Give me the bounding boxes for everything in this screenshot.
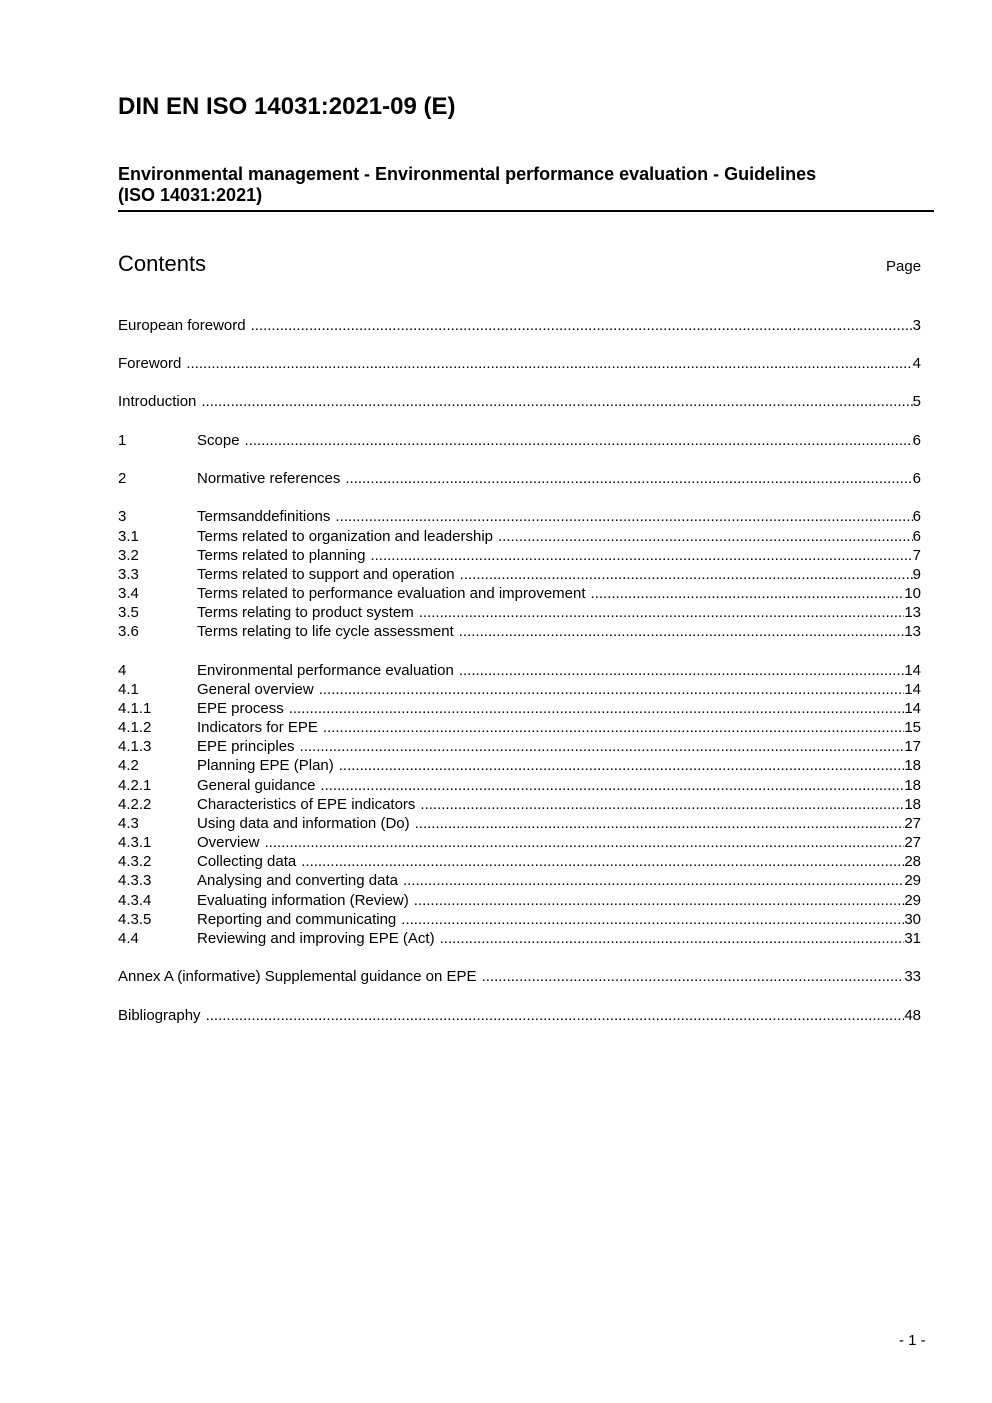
toc-entry-title: Characteristics of EPE indicators <box>197 796 416 813</box>
toc-entry[interactable] <box>118 680 921 699</box>
toc-entry-title: Reviewing and improving EPE (Act) <box>197 930 435 947</box>
toc-entry-title: Annex A (informative) Supplemental guidance on EPE <box>118 968 477 985</box>
toc-entry-page: 13 <box>904 623 921 640</box>
toc-entry[interactable] <box>118 316 921 335</box>
toc-leader-dots <box>186 354 912 373</box>
toc-entry-title: EPE process <box>197 700 284 717</box>
toc-entry-title: Planning EPE (Plan) <box>197 757 334 774</box>
toc-entry-number: 2 <box>118 470 127 487</box>
toc-entry-page: 14 <box>904 681 921 698</box>
toc-entry[interactable] <box>118 929 921 948</box>
toc-entry[interactable] <box>118 527 921 546</box>
toc-entry-title: Bibliography <box>118 1007 201 1024</box>
toc-entry-number: 4.2.1 <box>118 777 152 794</box>
toc-entry-page: 6 <box>912 528 921 545</box>
subtitle-line-2: (ISO 14031:2021) <box>118 185 263 205</box>
document-title: DIN EN ISO 14031:2021-09 (E) <box>118 93 456 120</box>
toc-leader-dots <box>201 392 912 411</box>
toc-entry-title: Terms related to planning <box>197 547 366 564</box>
toc-leader-dots <box>300 737 905 756</box>
toc-entry-number: 1 <box>118 432 127 449</box>
toc-entry-page: 4 <box>912 355 921 372</box>
toc-entry[interactable] <box>118 814 921 833</box>
toc-entry-title: Environmental performance evaluation <box>197 662 454 679</box>
toc-entry[interactable] <box>118 967 921 986</box>
toc-entry-page: 14 <box>904 700 921 717</box>
toc-entry-title: Reporting and communicating <box>197 911 397 928</box>
toc-entry[interactable] <box>118 431 921 450</box>
toc-entry-page: 14 <box>904 662 921 679</box>
toc-entry[interactable] <box>118 603 921 622</box>
toc-leader-dots <box>459 661 905 680</box>
toc-entry-page: 6 <box>912 432 921 449</box>
toc-entry-page: 29 <box>904 872 921 889</box>
toc-entry-page: 27 <box>904 815 921 832</box>
toc-entry-number: 4.4 <box>118 930 139 947</box>
toc-entry-title: Normative references <box>197 470 341 487</box>
toc-entry[interactable] <box>118 891 921 910</box>
toc-entry-number: 3.6 <box>118 623 139 640</box>
toc-entry[interactable] <box>118 737 921 756</box>
toc-leader-dots <box>319 680 905 699</box>
toc-entry-number: 3 <box>118 508 127 525</box>
toc-entry-number: 3.2 <box>118 547 139 564</box>
toc-entry-title: EPE principles <box>197 738 295 755</box>
toc-leader-dots <box>265 833 905 852</box>
toc-leader-dots <box>415 814 905 833</box>
toc-entry-page: 29 <box>904 892 921 909</box>
toc-leader-dots <box>591 584 905 603</box>
toc-entry[interactable] <box>118 565 921 584</box>
toc-entry[interactable] <box>118 852 921 871</box>
toc-entry[interactable] <box>118 469 921 488</box>
toc-entry-page: 31 <box>904 930 921 947</box>
toc-leader-dots <box>460 565 913 584</box>
page-number: - 1 - <box>899 1332 926 1349</box>
toc-leader-dots <box>414 891 905 910</box>
toc-entry-number: 4.3 <box>118 815 139 832</box>
toc-leader-dots <box>339 756 905 775</box>
toc-entry[interactable] <box>118 833 921 852</box>
toc-entry-title: Foreword <box>118 355 182 372</box>
toc-entry-title: General guidance <box>197 777 316 794</box>
toc-entry-page: 6 <box>912 470 921 487</box>
toc-leader-dots <box>335 507 912 526</box>
toc-entry-title: Termsanddefinitions <box>197 508 331 525</box>
toc-entry-number: 4.3.1 <box>118 834 152 851</box>
toc-entry-title: Terms related to support and operation <box>197 566 455 583</box>
toc-entry-title: European foreword <box>118 317 246 334</box>
toc-entry-number: 4.3.3 <box>118 872 152 889</box>
toc-leader-dots <box>320 776 904 795</box>
toc-entry-page: 3 <box>912 317 921 334</box>
toc-entry-title: Introduction <box>118 393 197 410</box>
toc-entry-title: Indicators for EPE <box>197 719 318 736</box>
toc-entry-title: Using data and information (Do) <box>197 815 410 832</box>
toc-entry[interactable] <box>118 718 921 737</box>
toc-leader-dots <box>401 910 904 929</box>
toc-entry-page: 18 <box>904 796 921 813</box>
toc-entry-title: General overview <box>197 681 314 698</box>
toc-entry-title: Collecting data <box>197 853 297 870</box>
toc-entry[interactable] <box>118 392 921 411</box>
toc-entry-number: 4.1.1 <box>118 700 152 717</box>
toc-leader-dots <box>482 967 905 986</box>
toc-entry-page: 17 <box>904 738 921 755</box>
toc-entry-number: 4.3.2 <box>118 853 152 870</box>
toc-leader-dots <box>323 718 904 737</box>
toc-entry[interactable] <box>118 507 921 526</box>
toc-entry-page: 33 <box>904 968 921 985</box>
toc-entry-page: 6 <box>912 508 921 525</box>
toc-leader-dots <box>245 431 913 450</box>
document-subtitle <box>118 164 918 206</box>
toc-leader-dots <box>289 699 905 718</box>
page-column-label: Page <box>886 258 922 275</box>
toc-leader-dots <box>459 622 905 641</box>
toc-entry[interactable] <box>118 584 921 603</box>
toc-leader-dots <box>440 929 905 948</box>
toc-leader-dots <box>370 546 912 565</box>
toc-entry-page: 7 <box>912 547 921 564</box>
toc-entry-page: 48 <box>904 1007 921 1024</box>
title-divider <box>118 210 934 212</box>
toc-entry-page: 10 <box>904 585 921 602</box>
toc-entry-page: 15 <box>904 719 921 736</box>
toc-leader-dots <box>498 527 913 546</box>
toc-entry[interactable] <box>118 546 921 565</box>
toc-entry-page: 18 <box>904 777 921 794</box>
toc-entry-number: 3.5 <box>118 604 139 621</box>
toc-entry-title: Scope <box>197 432 240 449</box>
toc-entry[interactable] <box>118 756 921 775</box>
toc-entry[interactable] <box>118 795 921 814</box>
toc-entry-page: 28 <box>904 853 921 870</box>
contents-heading: Contents <box>118 251 207 276</box>
toc-entry[interactable] <box>118 699 921 718</box>
toc-entry-number: 4 <box>118 662 127 679</box>
toc-entry-title: Evaluating information (Review) <box>197 892 409 909</box>
toc-entry-number: 4.3.5 <box>118 911 152 928</box>
toc-entry[interactable] <box>118 1006 921 1025</box>
toc-entry[interactable] <box>118 622 921 641</box>
toc-leader-dots <box>403 871 904 890</box>
toc-leader-dots <box>301 852 904 871</box>
subtitle-line-1: Environmental management - Environmental performance evaluation - Guidelines <box>118 164 817 184</box>
toc-entry-title: Terms relating to life cycle assessment <box>197 623 454 640</box>
toc-leader-dots <box>345 469 912 488</box>
toc-entry-number: 3.3 <box>118 566 139 583</box>
toc-entry-number: 4.1 <box>118 681 139 698</box>
toc-entry-number: 4.1.3 <box>118 738 152 755</box>
toc-entry[interactable] <box>118 661 921 680</box>
toc-entry-page: 13 <box>904 604 921 621</box>
toc-entry-page: 9 <box>912 566 921 583</box>
toc-entry[interactable] <box>118 354 921 373</box>
toc-entry-title: Terms related to organization and leadership <box>197 528 494 545</box>
toc-entry-number: 4.3.4 <box>118 892 152 909</box>
toc-entry-title: Overview <box>197 834 260 851</box>
toc-leader-dots <box>420 795 904 814</box>
toc-leader-dots <box>206 1006 905 1025</box>
toc-leader-dots <box>251 316 913 335</box>
toc-entry-page: 30 <box>904 911 921 928</box>
toc-entry-title: Terms relating to product system <box>197 604 414 621</box>
toc-entry-title: Analysing and converting data <box>197 872 398 889</box>
toc-entry-number: 3.1 <box>118 528 139 545</box>
toc-entry-number: 4.2 <box>118 757 139 774</box>
toc-entry-number: 4.1.2 <box>118 719 152 736</box>
toc-entry-number: 3.4 <box>118 585 139 602</box>
toc-entry-page: 18 <box>904 757 921 774</box>
toc-entry[interactable] <box>118 776 921 795</box>
toc-leader-dots <box>419 603 905 622</box>
toc-entry[interactable] <box>118 871 921 890</box>
toc-entry-page: 5 <box>912 393 921 410</box>
toc-entry[interactable] <box>118 910 921 929</box>
toc-entry-page: 27 <box>904 834 921 851</box>
toc-entry-title: Terms related to performance evaluation and improvement <box>197 585 586 602</box>
toc-entry-number: 4.2.2 <box>118 796 152 813</box>
